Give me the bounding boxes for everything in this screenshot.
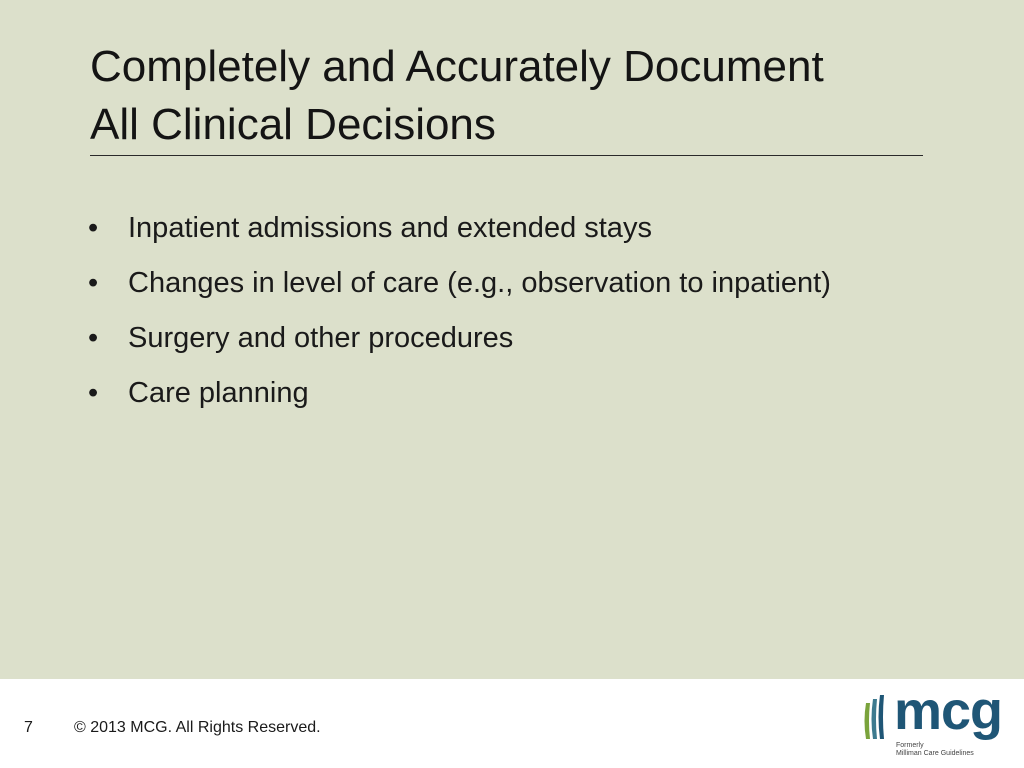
bullet-marker: •	[88, 212, 99, 244]
title-underline	[90, 155, 923, 156]
page-number: 7	[24, 719, 33, 736]
bullet-list	[88, 206, 831, 426]
bullet-text: Changes in level of care (e.g., observation to inpatient)	[128, 267, 831, 299]
logo-tagline-line-2: Milliman Care Guidelines	[896, 750, 974, 757]
bullet-text: Inpatient admissions and extended stays	[128, 212, 652, 244]
bullet-marker: •	[88, 322, 99, 354]
bullet-marker: •	[88, 377, 99, 409]
bullet-item	[88, 206, 831, 250]
copyright-notice: © 2013 MCG. All Rights Reserved.	[74, 719, 321, 736]
bullet-text: Surgery and other procedures	[128, 322, 514, 354]
logo-tagline	[896, 742, 974, 758]
bullet-item	[88, 316, 831, 360]
logo-wordmark: mcg	[894, 681, 1003, 741]
mcg-logo-mark-icon	[860, 691, 894, 747]
bullet-item	[88, 261, 831, 305]
bullet-marker: •	[88, 267, 99, 299]
logo-tagline-line-1: Formerly	[896, 742, 924, 749]
bullet-text: Care planning	[128, 377, 309, 409]
slide-title-line-1: Completely and Accurately Document	[90, 42, 824, 91]
bullet-item	[88, 371, 831, 415]
slide-title	[90, 38, 824, 154]
slide-footer	[0, 679, 1024, 768]
mcg-logo	[860, 681, 1010, 763]
slide-title-line-2: All Clinical Decisions	[90, 100, 496, 149]
